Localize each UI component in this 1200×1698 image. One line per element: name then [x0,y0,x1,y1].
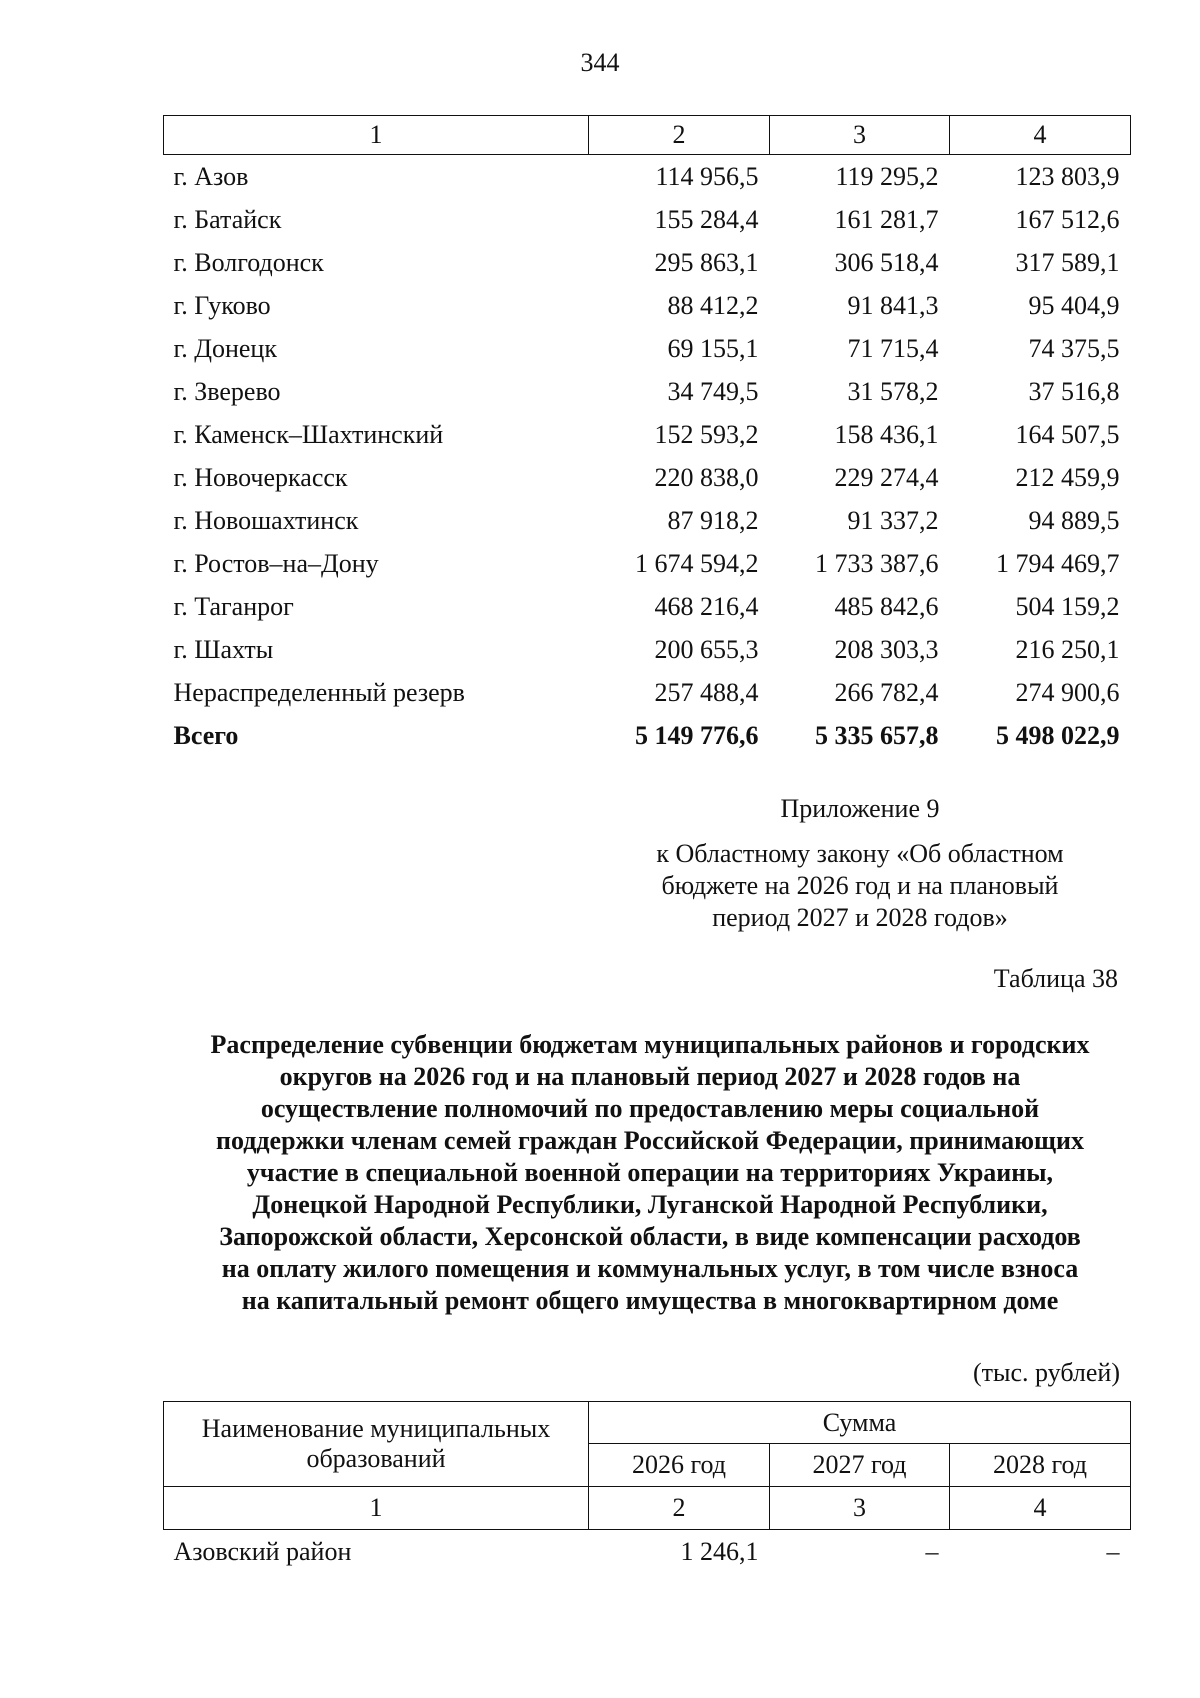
table-row [164,241,1131,284]
municipality-name: г. Ростов–на–Дону [173,548,379,578]
column-number: 1 [164,1487,589,1530]
value-2028: 95 404,9 [1028,290,1120,320]
title-line: на оплату жилого помещения и коммунальных услуг, в том числе взноса [221,1254,1079,1283]
table-row [164,327,1131,370]
column-number: 4 [950,116,1131,155]
municipality-name: г. Волгодонск [173,247,324,277]
value-2027: 91 337,2 [847,505,939,535]
year-header: 2027 год [770,1444,950,1487]
column-number: 4 [950,1487,1131,1530]
municipality-name: Нераспределенный резерв [173,677,465,707]
title-line: участие в специальной военной операции на территориях Украины, [246,1158,1054,1187]
value-2026: 155 284,4 [654,204,759,234]
title-line: на капитальный ремонт общего имущества в многоквартирном доме [241,1286,1059,1315]
value-2028: 94 889,5 [1028,505,1120,535]
appendix-title: Приложение 9 [780,794,940,823]
table-row [164,456,1131,499]
header-line: Наименование муниципальных [201,1414,551,1443]
table-row [164,413,1131,456]
value-2027: 161 281,7 [834,204,939,234]
value-2028: 274 900,6 [1015,677,1120,707]
table-label: Таблица 38 [993,964,1118,993]
title-line: округов на 2026 год и на плановый период 2027 и 2028 годов на [279,1062,1021,1091]
value-2028: 216 250,1 [1015,634,1120,664]
table-row [164,1530,1131,1575]
value-2028: 317 589,1 [1015,247,1120,277]
value-2028: 164 507,5 [1015,419,1120,449]
table-row [164,628,1131,671]
header-line: образований [306,1444,446,1473]
value-2027: 119 295,2 [835,161,939,191]
units-label: (тыс. рублей) [972,1358,1120,1387]
title-line: осуществление полномочий по предоставлению меры социальной [260,1094,1040,1123]
value-2027: – [925,1537,939,1566]
value-2028: 212 459,9 [1015,462,1120,492]
column-number: 2 [589,116,770,155]
value-2027: 208 303,3 [834,634,939,664]
title-line: Распределение субвенции бюджетам муниципальных районов и городских [210,1030,1090,1059]
value-2026: 152 593,2 [654,419,759,449]
total-2026: 5 149 776,6 [635,720,759,750]
value-2026: 87 918,2 [667,505,759,535]
value-2028: 504 159,2 [1015,591,1120,621]
value-2028: – [1106,1537,1120,1566]
value-2027: 91 841,3 [847,290,939,320]
title-line: Запорожской области, Херсонской области, в виде компенсации расходов [219,1222,1081,1251]
column-number: 3 [770,116,950,155]
value-2028: 123 803,9 [1015,161,1120,191]
value-2028: 37 516,8 [1028,376,1120,406]
value-2027: 158 436,1 [834,419,939,449]
value-2028: 74 375,5 [1028,333,1120,363]
table-row [164,585,1131,628]
page-number: 344 [580,48,620,77]
value-2026: 34 749,5 [667,376,759,406]
title-line: Донецкой Народной Республики, Луганской Народной Республики, [252,1190,1048,1219]
municipality-name: г. Каменск–Шахтинский [173,419,444,449]
municipality-name: г. Новочеркасск [173,462,348,492]
value-2026: 200 655,3 [654,634,759,664]
value-2026: 468 216,4 [654,591,759,621]
table-row [164,155,1131,199]
municipality-name: г. Азов [173,161,249,191]
value-2028: 1 794 469,7 [996,548,1120,578]
municipality-name-header [164,1402,589,1487]
year-header: 2028 год [950,1444,1131,1487]
municipality-name: г. Зверево [173,376,281,406]
value-2027: 266 782,4 [834,677,939,707]
value-2026: 220 838,0 [654,462,759,492]
value-2026: 114 956,5 [655,161,759,191]
allocation-table-continued [163,115,1131,757]
municipality-name: Азовский район [173,1537,352,1566]
table-row [164,198,1131,241]
title-line: поддержки членам семей граждан Российской Федерации, принимающих [216,1126,1084,1155]
total-row [164,714,1131,757]
column-number-header [164,116,1131,155]
value-2026: 257 488,4 [654,677,759,707]
value-2026: 295 863,1 [654,247,759,277]
value-2027: 229 274,4 [834,462,939,492]
total-label: Всего [173,720,239,750]
appendix-reference-line: бюджете на 2026 год и на плановый [661,871,1059,900]
appendix-reference [620,838,1100,934]
table-row [164,284,1131,327]
table-title [140,1029,1160,1317]
value-2026: 69 155,1 [667,333,759,363]
municipality-name: г. Донецк [173,333,277,363]
value-2026: 1 674 594,2 [635,548,759,578]
table-row [164,671,1131,714]
appendix-reference-line: к Областному закону «Об областном [656,839,1064,868]
column-number: 1 [164,116,589,155]
sum-header: Сумма [589,1402,1131,1444]
total-2027: 5 335 657,8 [815,720,939,750]
table-row [164,499,1131,542]
table-header-row [164,1402,1131,1444]
year-header: 2026 год [589,1444,770,1487]
municipality-name: г. Таганрог [173,591,294,621]
municipality-name: г. Батайск [173,204,282,234]
table-row [164,542,1131,585]
value-2028: 167 512,6 [1015,204,1120,234]
value-2027: 71 715,4 [847,333,939,363]
table-row [164,370,1131,413]
column-number: 3 [770,1487,950,1530]
value-2027: 485 842,6 [834,591,939,621]
subvention-table [163,1401,1131,1574]
column-number-header [164,1487,1131,1530]
appendix-reference-line: период 2027 и 2028 годов» [712,903,1008,932]
value-2027: 306 518,4 [834,247,939,277]
value-2027: 31 578,2 [847,376,939,406]
municipality-name: г. Шахты [173,634,274,664]
column-number: 2 [589,1487,770,1530]
value-2027: 1 733 387,6 [815,548,939,578]
value-2026: 1 246,1 [680,1537,759,1566]
municipality-name: г. Новошахтинск [173,505,359,535]
municipality-name: г. Гуково [173,290,271,320]
value-2026: 88 412,2 [667,290,759,320]
total-2028: 5 498 022,9 [996,720,1120,750]
